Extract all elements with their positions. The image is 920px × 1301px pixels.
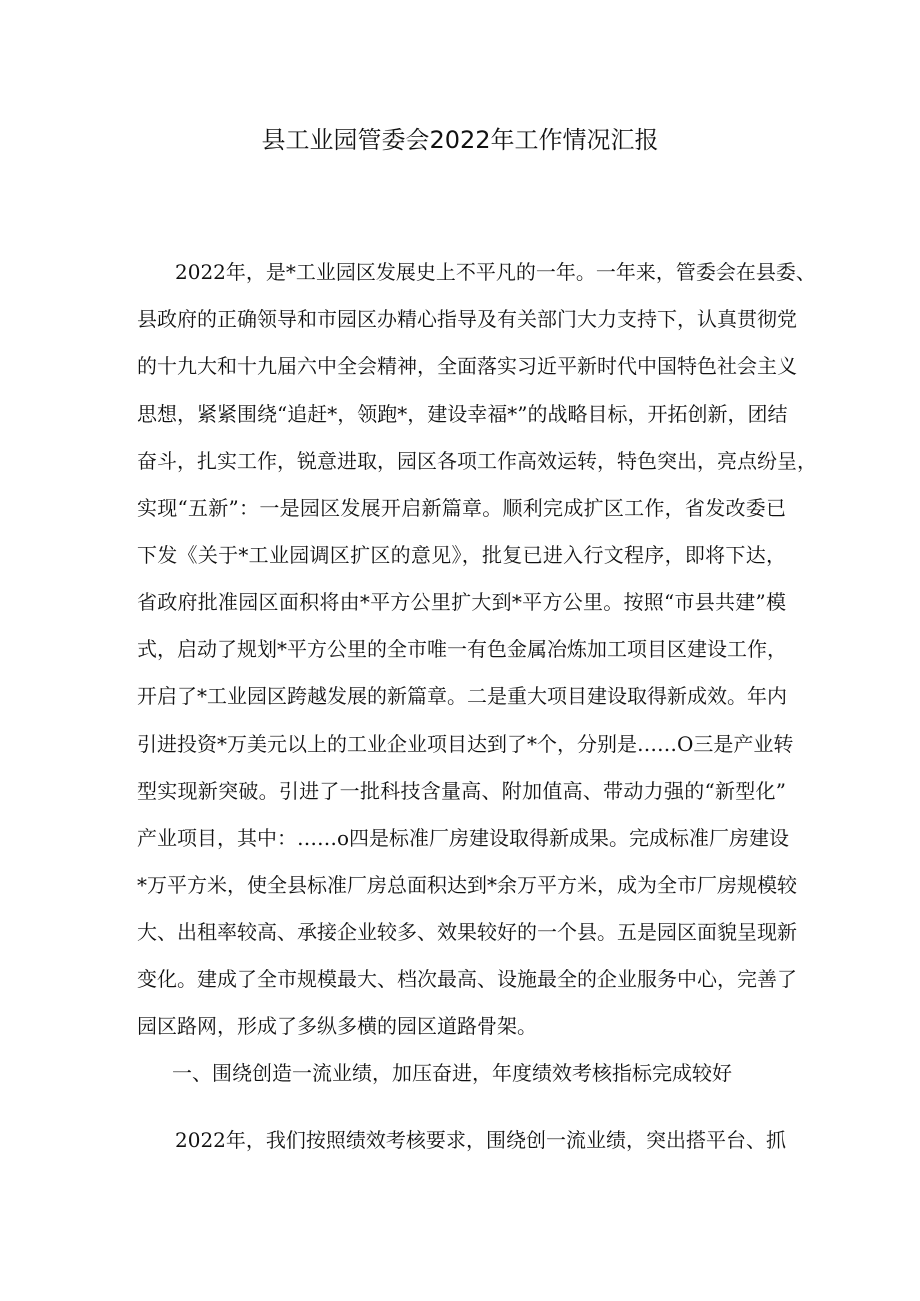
- paragraph-line: 的十九大和十九届六中全会精神，全面落实习近平新时代中国特色社会主义: [137, 354, 797, 378]
- section-heading: 一、围绕创造一流业绩，加压奋进，年度绩效考核指标完成较好: [172, 1061, 732, 1085]
- paragraph-line: 引进投资*万美元以上的工业企业项目达到了*个，分别是……O三是产业转: [137, 732, 794, 756]
- paragraph-line: 下发《关于*工业园调区扩区的意见》，批复已进入行文程序，即将下达，: [137, 543, 786, 567]
- paragraph-line: 开启了*工业园区跨越发展的新篇章。二是重大项目建设取得新成效。年内: [137, 684, 787, 708]
- paragraph-line: 园区路网，形成了多纵多横的园区道路骨架。: [137, 1014, 537, 1038]
- paragraph-line: 县政府的正确领导和市园区办精心指导及有关部门大力支持下，认真贯彻党: [137, 307, 797, 331]
- paragraph-line: 变化。建成了全市规模最大、档次最高、设施最全的企业服务中心，完善了: [137, 967, 797, 991]
- paragraph-line: 2022年，是*工业园区发展史上不平凡的一年。一年来，管委会在县委、: [175, 260, 816, 284]
- paragraph-line: 型实现新突破。引进了一批科技含量高、附加值高、带动力强的“新型化”: [137, 779, 786, 803]
- paragraph-line: 思想，紧紧围绕“追赶*，领跑*，建设幸福*”的战略目标，开拓创新，团结: [137, 402, 788, 426]
- paragraph-line: *万平方米，使全县标准厂房总面积达到*余万平方米，成为全市厂房规模较: [137, 873, 797, 897]
- paragraph-line: 产业项目，其中：……o四是标准厂房建设取得新成果。完成标准厂房建设: [137, 826, 790, 850]
- paragraph-line: 实现“五新”：一是园区发展开启新篇章。顺利完成扩区工作，省发改委已: [137, 496, 786, 520]
- paragraph-line: 2022年，我们按照绩效考核要求，围绕创一流业绩，突出搭平台、抓: [175, 1128, 786, 1152]
- paragraph-line: 大、出租率较高、承接企业较多、效果较好的一个县。五是园区面貌呈现新: [137, 920, 797, 944]
- paragraph-line: 奋斗，扎实工作，锐意进取，园区各项工作高效运转，特色突出，亮点纷呈，: [137, 449, 817, 473]
- paragraph-line: 式，启动了规划*平方公里的全市唯一有色金属冶炼加工项目区建设工作，: [137, 637, 787, 661]
- paragraph-line: 省政府批准园区面积将由*平方公里扩大到*平方公里。按照“市县共建”模: [137, 590, 786, 614]
- document-title: 县工业园管委会2022年工作情况汇报: [261, 126, 659, 154]
